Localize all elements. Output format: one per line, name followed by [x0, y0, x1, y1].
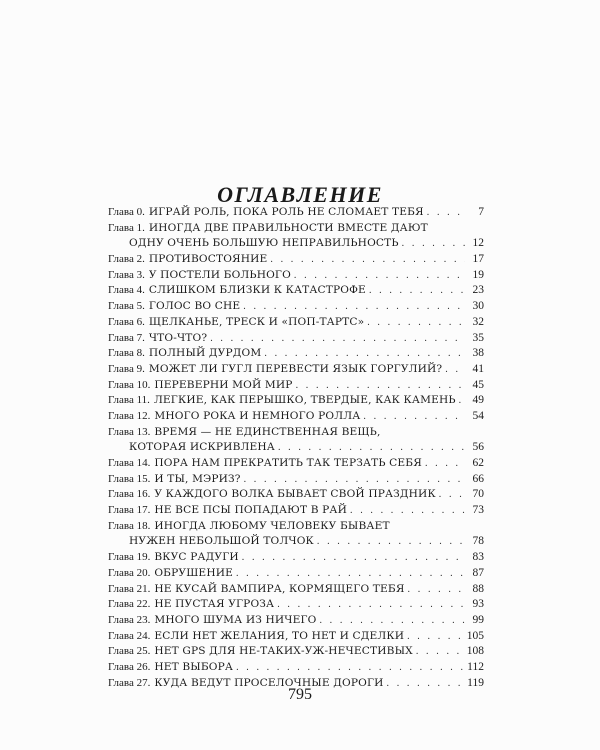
- dot-leader: [459, 393, 465, 409]
- dot-leader: [278, 440, 465, 456]
- chapter-page-number: 62: [472, 457, 484, 469]
- dot-leader: [264, 346, 465, 362]
- toc-entry: [108, 378, 484, 394]
- chapter-page-number: 32: [472, 315, 484, 328]
- chapter-title: ИНОГДА ДВЕ ПРАВИЛЬНОСТИ ВМЕСТЕ ДАЮТ: [148, 221, 428, 234]
- chapter-number: Глава 17.: [108, 504, 151, 517]
- toc-entry: [108, 315, 484, 331]
- chapter-title: ПОЛНЫЙ ДУРДОМ: [148, 347, 262, 360]
- dot-leader: [244, 472, 465, 488]
- chapter-title: ПОРА НАМ ПРЕКРАТИТЬ ТАК ТЕРЗАТЬ СЕБЯ: [154, 457, 422, 469]
- chapter-title: ПРОТИВОСТОЯНИЕ: [148, 253, 268, 266]
- chapter-title: ПЕРЕВЕРНИ МОЙ МИР: [154, 378, 293, 391]
- chapter-page-number: 56: [472, 441, 484, 454]
- toc-line: [108, 503, 484, 519]
- chapter-number: Глава 12.: [108, 409, 151, 422]
- dot-leader: [243, 299, 465, 315]
- chapter-number: Глава 22.: [108, 598, 151, 611]
- chapter-title: ЕСЛИ НЕТ ЖЕЛАНИЯ, ТО НЕТ И СДЕЛКИ: [154, 629, 405, 642]
- toc-line: [108, 472, 484, 488]
- chapter-title: ЛЕГКИЕ, КАК ПЕРЫШКО, ТВЕРДЫЕ, КАК КАМЕНЬ: [153, 394, 456, 407]
- toc-entry: [108, 582, 484, 598]
- table-of-contents: [108, 205, 484, 691]
- chapter-page-number: 105: [466, 629, 484, 642]
- toc-entry: [108, 566, 484, 582]
- chapter-title-continuation: ОДНУ ОЧЕНЬ БОЛЬШУЮ НЕПРАВИЛЬНОСТЬ: [129, 237, 399, 250]
- chapter-title: ВКУС РАДУГИ: [154, 551, 239, 564]
- chapter-number: Глава 25.: [108, 645, 151, 658]
- chapter-number: Глава 4.: [108, 284, 145, 297]
- chapter-title: НЕТ GPS ДЛЯ НЕ-ТАКИХ-УЖ-НЕЧЕСТИВЫХ: [154, 645, 413, 658]
- chapter-title: НЕ ВСЕ ПСЫ ПОПАДАЮТ В РАЙ: [154, 504, 347, 517]
- toc-entry: [108, 456, 484, 472]
- toc-line: [108, 597, 484, 613]
- chapter-title: ИНОГДА ЛЮБОМУ ЧЕЛОВЕКУ БЫВАЕТ: [154, 519, 390, 532]
- chapter-page-number: 108: [466, 645, 484, 658]
- chapter-page-number: 7: [478, 206, 484, 218]
- toc-line: [108, 487, 484, 503]
- dot-leader: [210, 331, 465, 347]
- dot-leader: [317, 534, 465, 550]
- chapter-number: Глава 16.: [108, 488, 151, 501]
- chapter-title: СЛИШКОМ БЛИЗКИ К КАТАСТРОФЕ: [148, 284, 366, 297]
- toc-line: [108, 393, 484, 409]
- toc-entry: [108, 299, 484, 315]
- chapter-number: Глава 27.: [108, 676, 151, 689]
- toc-line: [108, 644, 484, 660]
- chapter-page-number: 12: [472, 237, 484, 250]
- chapter-number: Глава 20.: [108, 566, 151, 579]
- chapter-number: Глава 7.: [108, 331, 145, 344]
- toc-line: [108, 409, 484, 425]
- dot-leader: [402, 236, 465, 252]
- chapter-page-number: 23: [472, 284, 484, 297]
- chapter-page-number: 54: [472, 409, 484, 422]
- chapter-title: МНОГО РОКА И НЕМНОГО РОЛЛА: [154, 409, 361, 422]
- toc-line: [108, 299, 484, 315]
- chapter-page-number: 73: [472, 504, 484, 517]
- chapter-number: Глава 2.: [108, 253, 145, 266]
- toc-line: [108, 315, 484, 331]
- chapter-page-number: 41: [472, 362, 484, 375]
- chapter-page-number: 93: [472, 598, 484, 611]
- chapter-number: Глава 19.: [108, 551, 151, 564]
- chapter-number: Глава 23.: [108, 613, 151, 626]
- toc-line: [108, 346, 484, 362]
- dot-leader: [407, 629, 464, 645]
- chapter-page-number: 87: [472, 566, 484, 579]
- chapter-page-number: 30: [472, 300, 484, 313]
- toc-line: [108, 205, 484, 221]
- chapter-title: КУДА ВЕДУТ ПРОСЕЛОЧНЫЕ ДОРОГИ: [154, 676, 384, 689]
- dot-leader: [236, 660, 464, 676]
- dot-leader: [277, 597, 465, 613]
- toc-entry: [108, 660, 484, 676]
- toc-line: [108, 362, 484, 378]
- chapter-title: ИГРАЙ РОЛЬ, ПОКА РОЛЬ НЕ СЛОМАЕТ ТЕБЯ: [148, 206, 424, 218]
- toc-line: [108, 550, 484, 566]
- toc-entry: [108, 393, 484, 409]
- chapter-page-number: 66: [472, 472, 484, 485]
- chapter-title: ВРЕМЯ — НЕ ЕДИНСТВЕННАЯ ВЕЩЬ,: [154, 425, 381, 438]
- dot-leader: [425, 456, 465, 472]
- chapter-page-number: 83: [472, 551, 484, 564]
- toc-line: [108, 268, 484, 284]
- toc-entry: [108, 362, 484, 378]
- toc-entry: [108, 252, 484, 268]
- chapter-number: Глава 0.: [108, 206, 145, 218]
- dot-leader: [319, 613, 465, 629]
- chapter-number: Глава 26.: [108, 660, 151, 673]
- page-number: 795: [288, 686, 312, 703]
- toc-line: [108, 629, 484, 645]
- dot-leader: [242, 550, 465, 566]
- chapter-page-number: 88: [472, 582, 484, 595]
- toc-entry: [108, 613, 484, 629]
- dot-leader: [294, 268, 465, 284]
- toc-line: [108, 456, 484, 472]
- toc-entry: [108, 629, 484, 645]
- chapter-title: И ТЫ, МЭРИЗ?: [154, 472, 241, 485]
- toc-entry: [108, 409, 484, 425]
- toc-line: [108, 519, 484, 535]
- chapter-title: НЕ ПУСТАЯ УГРОЗА: [154, 598, 275, 611]
- chapter-page-number: 38: [472, 347, 484, 360]
- chapter-title-continuation: НУЖЕН НЕБОЛЬШОЙ ТОЛЧОК: [129, 535, 314, 548]
- chapter-number: Глава 14.: [108, 457, 151, 469]
- chapter-page-number: 45: [472, 378, 484, 391]
- chapter-page-number: 49: [472, 394, 484, 407]
- dot-leader: [350, 503, 465, 519]
- toc-line: [108, 378, 484, 394]
- chapter-number: Глава 10.: [108, 378, 151, 391]
- chapter-title: НЕ КУСАЙ ВАМПИРА, КОРМЯЩЕГО ТЕБЯ: [154, 582, 405, 595]
- dot-leader: [445, 362, 465, 378]
- toc-line: [108, 283, 484, 299]
- chapter-page-number: 17: [472, 253, 484, 266]
- chapter-number: Глава 9.: [108, 362, 145, 375]
- dot-leader: [363, 409, 465, 425]
- chapter-page-number: 99: [472, 613, 484, 626]
- toc-line: [108, 613, 484, 629]
- dot-leader: [427, 205, 465, 221]
- chapter-title: МНОГО ШУМА ИЗ НИЧЕГО: [154, 613, 317, 626]
- chapter-number: Глава 21.: [108, 582, 151, 595]
- dot-leader: [408, 582, 465, 598]
- chapter-page-number: 78: [472, 535, 484, 548]
- chapter-page-number: 19: [472, 268, 484, 281]
- dot-leader: [416, 644, 464, 660]
- toc-entry: [108, 519, 484, 550]
- toc-line: [108, 425, 484, 441]
- chapter-number: Глава 13.: [108, 425, 151, 438]
- chapter-number: Глава 18.: [108, 519, 151, 532]
- toc-line-continuation: [108, 534, 484, 550]
- toc-entry: [108, 550, 484, 566]
- toc-line-continuation: [108, 236, 484, 252]
- toc-entry: [108, 644, 484, 660]
- chapter-title-continuation: КОТОРАЯ ИСКРИВЛЕНА: [129, 441, 275, 454]
- toc-entry: [108, 268, 484, 284]
- page-title: ОГЛАВЛЕНИЕ: [217, 181, 383, 207]
- toc-line-continuation: [108, 440, 484, 456]
- toc-entry: [108, 205, 484, 221]
- toc-line: [108, 221, 484, 237]
- toc-line: [108, 331, 484, 347]
- chapter-title: ЩЕЛКАНЬЕ, ТРЕСК И «ПОП-ТАРТС»: [148, 315, 365, 328]
- dot-leader: [270, 252, 465, 268]
- chapter-page-number: 112: [467, 660, 484, 673]
- chapter-number: Глава 24.: [108, 629, 151, 642]
- toc-entry: [108, 331, 484, 347]
- toc-line: [108, 252, 484, 268]
- toc-entry: [108, 221, 484, 252]
- toc-entry: [108, 472, 484, 488]
- chapter-title: НЕТ ВЫБОРА: [154, 660, 234, 673]
- dot-leader: [296, 378, 465, 394]
- chapter-number: Глава 8.: [108, 347, 145, 360]
- dot-leader: [236, 566, 465, 582]
- chapter-title: ОБРУШЕНИЕ: [154, 566, 233, 579]
- dot-leader: [439, 487, 465, 503]
- chapter-title: ЧТО-ЧТО?: [148, 331, 208, 344]
- chapter-number: Глава 5.: [108, 300, 145, 313]
- chapter-title: У КАЖДОГО ВОЛКА БЫВАЕТ СВОЙ ПРАЗДНИК: [154, 488, 436, 501]
- toc-entry: [108, 283, 484, 299]
- toc-line: [108, 566, 484, 582]
- chapter-page-number: 119: [467, 676, 484, 689]
- toc-entry: [108, 503, 484, 519]
- toc-entry: [108, 346, 484, 362]
- chapter-number: Глава 3.: [108, 268, 145, 281]
- chapter-title: МОЖЕТ ЛИ ГУГЛ ПЕРЕВЕСТИ ЯЗЫК ГОРГУЛИЙ?: [148, 362, 443, 375]
- chapter-title: У ПОСТЕЛИ БОЛЬНОГО: [148, 268, 291, 281]
- chapter-number: Глава 6.: [108, 315, 145, 328]
- chapter-number: Глава 1.: [108, 221, 145, 234]
- toc-line: [108, 582, 484, 598]
- chapter-page-number: 70: [472, 488, 484, 501]
- toc-entry: [108, 487, 484, 503]
- toc-line: [108, 660, 484, 676]
- chapter-number: Глава 11.: [108, 394, 150, 407]
- dot-leader: [367, 315, 465, 331]
- toc-entry: [108, 597, 484, 613]
- chapter-title: ГОЛОС ВО СНЕ: [148, 300, 241, 313]
- dot-leader: [369, 283, 465, 299]
- chapter-page-number: 35: [472, 331, 484, 344]
- toc-entry: [108, 425, 484, 456]
- chapter-number: Глава 15.: [108, 472, 151, 485]
